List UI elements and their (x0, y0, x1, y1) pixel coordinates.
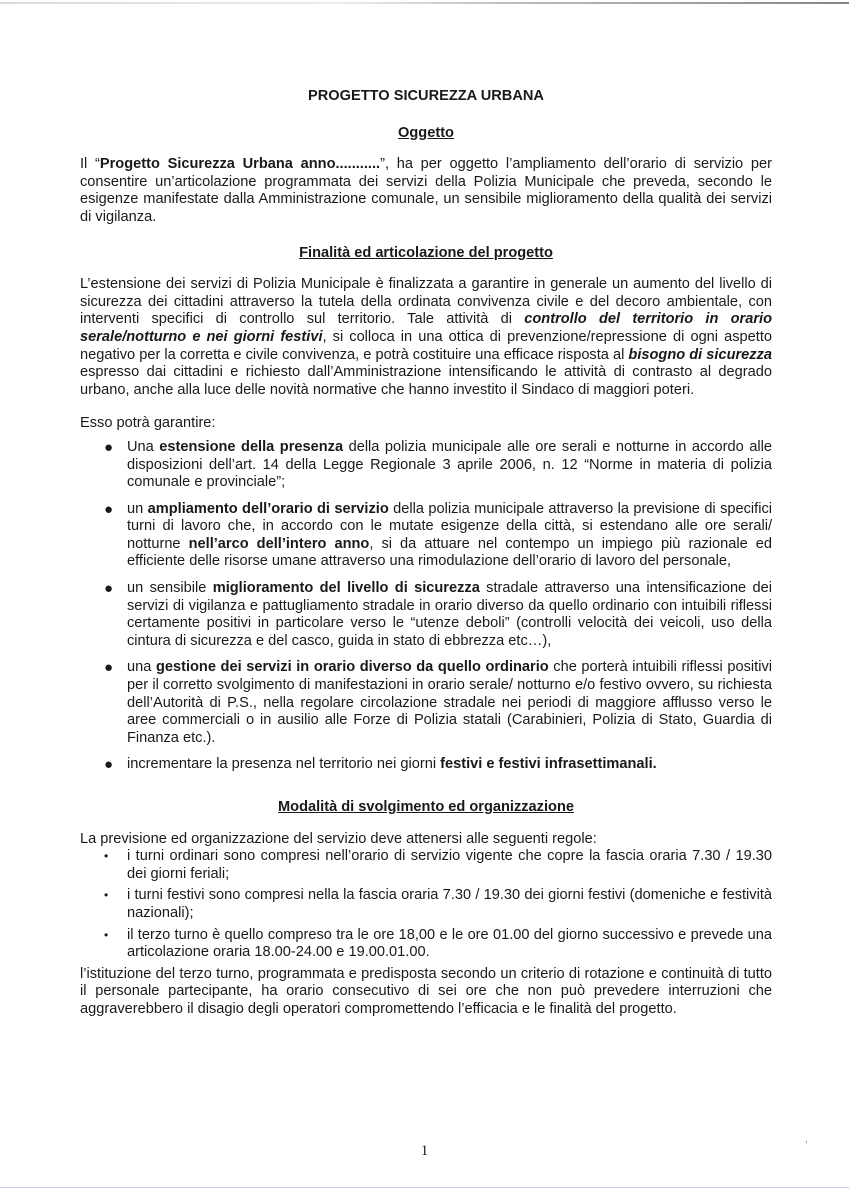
bullet-icon: ● (104, 756, 114, 774)
text-run-bold: Progetto Sicurezza Urbana anno........... (99, 156, 381, 173)
list-item: ● un ampliamento dell’orario di servizio della polizia municipale attraverso la previsione di specifici turni di lavoro che, in accordo con le mutate esigenze della città, si estendano alle ore serali/ notturne nell’arco dell’intero anno, si da attuare nel contempo un impiego più razionale ed efficiente delle risorse umane attraverso una rimodulazione dell’orario di lavoro del personale, (104, 500, 772, 570)
text-run: espresso dai cittadini e richiesto dall’Amministrazione intensificando le attività di contrasto al degrado urbano, anche alla luce delle novità normative che hanno investito il Sindaco di maggiori poteri. (80, 364, 772, 398)
rules-list (80, 848, 772, 962)
document-body (80, 88, 772, 1019)
list-item: ● Una estensione della presenza della polizia municipale alle ore serali e notturne in accordo alle disposizioni dell’art. 14 della Legge Regionale 3 aprile 2006, n. 12 “Norme in materia di polizia comunale e provinciale”; (104, 438, 772, 491)
bullet-icon: • (104, 849, 109, 864)
list-item: ● una gestione dei servizi in orario diverso da quello ordinario che porterà intuibili riflessi positivi per il corretto svolgimento di manifestazioni in orario serale/ notturno e/o festivo ovvero, su richiesta dell’Autorità di P.S., nella regolare circolazione stradale nei periodi di maggiore afflusso verso le aree commerciali o in ausilio alle Forze di Polizia statali (Carabinieri, Polizia di Stato, Guardia di Finanza etc.). (104, 659, 773, 746)
text-run: L’estensione dei servizi di Polizia Municipale è finalizzata a garantire in generale un aumento del livello di sicurezza dei cittadini attraverso la tutela della ordinata convivenza civile e del decoro ambientale, con interventi specifici di controllo sul territorio. Tale attività di (80, 276, 772, 328)
paragraph-oggetto (80, 156, 772, 226)
text-run-bold-italic: bisogno di sicurezza (628, 346, 772, 363)
list-item: • i turni ordinari sono compresi nell’orario di servizio vigente che copre la fascia oraria 7.30 / 19.30 dei giorni feriali; (104, 848, 772, 882)
heading-finalita: Finalità ed articolazione del progetto (299, 244, 553, 261)
text-run: Il “ (80, 156, 100, 173)
heading-oggetto: Oggetto (398, 124, 454, 141)
bullet-icon: ● (104, 580, 114, 598)
list-item: ● un sensibile miglioramento del livello di sicurezza stradale attraverso una intensificazione dei servizi di vigilanza e pattugliamento stradale in orario diverso da quello ordinario con intuibili riflessi certamente positivi in particolare verso le “utenze deboli” (controlli velocità dei veicoli, uso della cintura di sicurezza e del casco, guida in stato di ebbrezza etc…), (104, 580, 772, 649)
list-item: ● incrementare la presenza nel territorio nei giorni festivi e festivi infrasettimanali. (104, 756, 657, 774)
text-run-bold-italic: controllo del territorio in orario serale/notturno e nei giorni festivi (80, 311, 772, 345)
document-title: PROGETTO SICUREZZA URBANA (308, 88, 544, 104)
list-item: • il terzo turno è quello compreso tra le ore 18,00 e le ore 01.00 del giorno successivo e prevede una articolazione oraria 18.00-24.00 e 19.00.01.00. (104, 926, 772, 961)
heading-modalita: Modalità di svolgimento ed organizzazione (278, 799, 574, 815)
paragraph-finalita (80, 276, 772, 399)
paragraph-terzo-turno: l’istituzione del terzo turno, programmata e predisposta secondo un criterio di rotazione e continuità di tutto il personale partecipante, ha orario consecutivo di sei ore che non può prevedere interruzioni che aggraverebbero il disagio degli operatori compromettendo l’efficacia e le finalità del progetto. (80, 965, 772, 1017)
bullet-icon: • (104, 888, 109, 903)
bullet-icon: ● (104, 659, 114, 677)
bullet-icon: ● (104, 500, 114, 518)
list-intro: Esso potrà garantire: (80, 415, 216, 432)
bullet-icon: • (104, 927, 109, 942)
scan-mark: , (805, 1134, 808, 1144)
text-run: ”, ha per oggetto l’ampliamento dell’orario di servizio per consentire un’articolazione programmata dei servizi della Polizia Municipale che preveda, secondo le esigenze manifestate dalla Amministrazione comunale, un sensibile miglioramento della qualità dei servizi di vigilanza. (80, 156, 772, 225)
list-item: • i turni festivi sono compresi nella la fascia oraria 7.30 / 19.30 dei giorni festivi (domeniche e festività nazionali); (104, 887, 772, 921)
scan-edge-bottom (0, 1187, 849, 1188)
rules-intro: La previsione ed organizzazione del servizio deve attenersi alle seguenti regole: (80, 830, 597, 847)
text-run: , si colloca in una ottica di prevenzione/repressione di ogni aspetto negativo per la corretta e civile convivenza, e potrà costituire una efficace risposta al (80, 328, 773, 363)
page-number: 1 (420, 1143, 429, 1159)
benefits-list (80, 439, 772, 774)
scan-edge-top (0, 2, 849, 4)
bullet-icon: ● (104, 438, 114, 456)
